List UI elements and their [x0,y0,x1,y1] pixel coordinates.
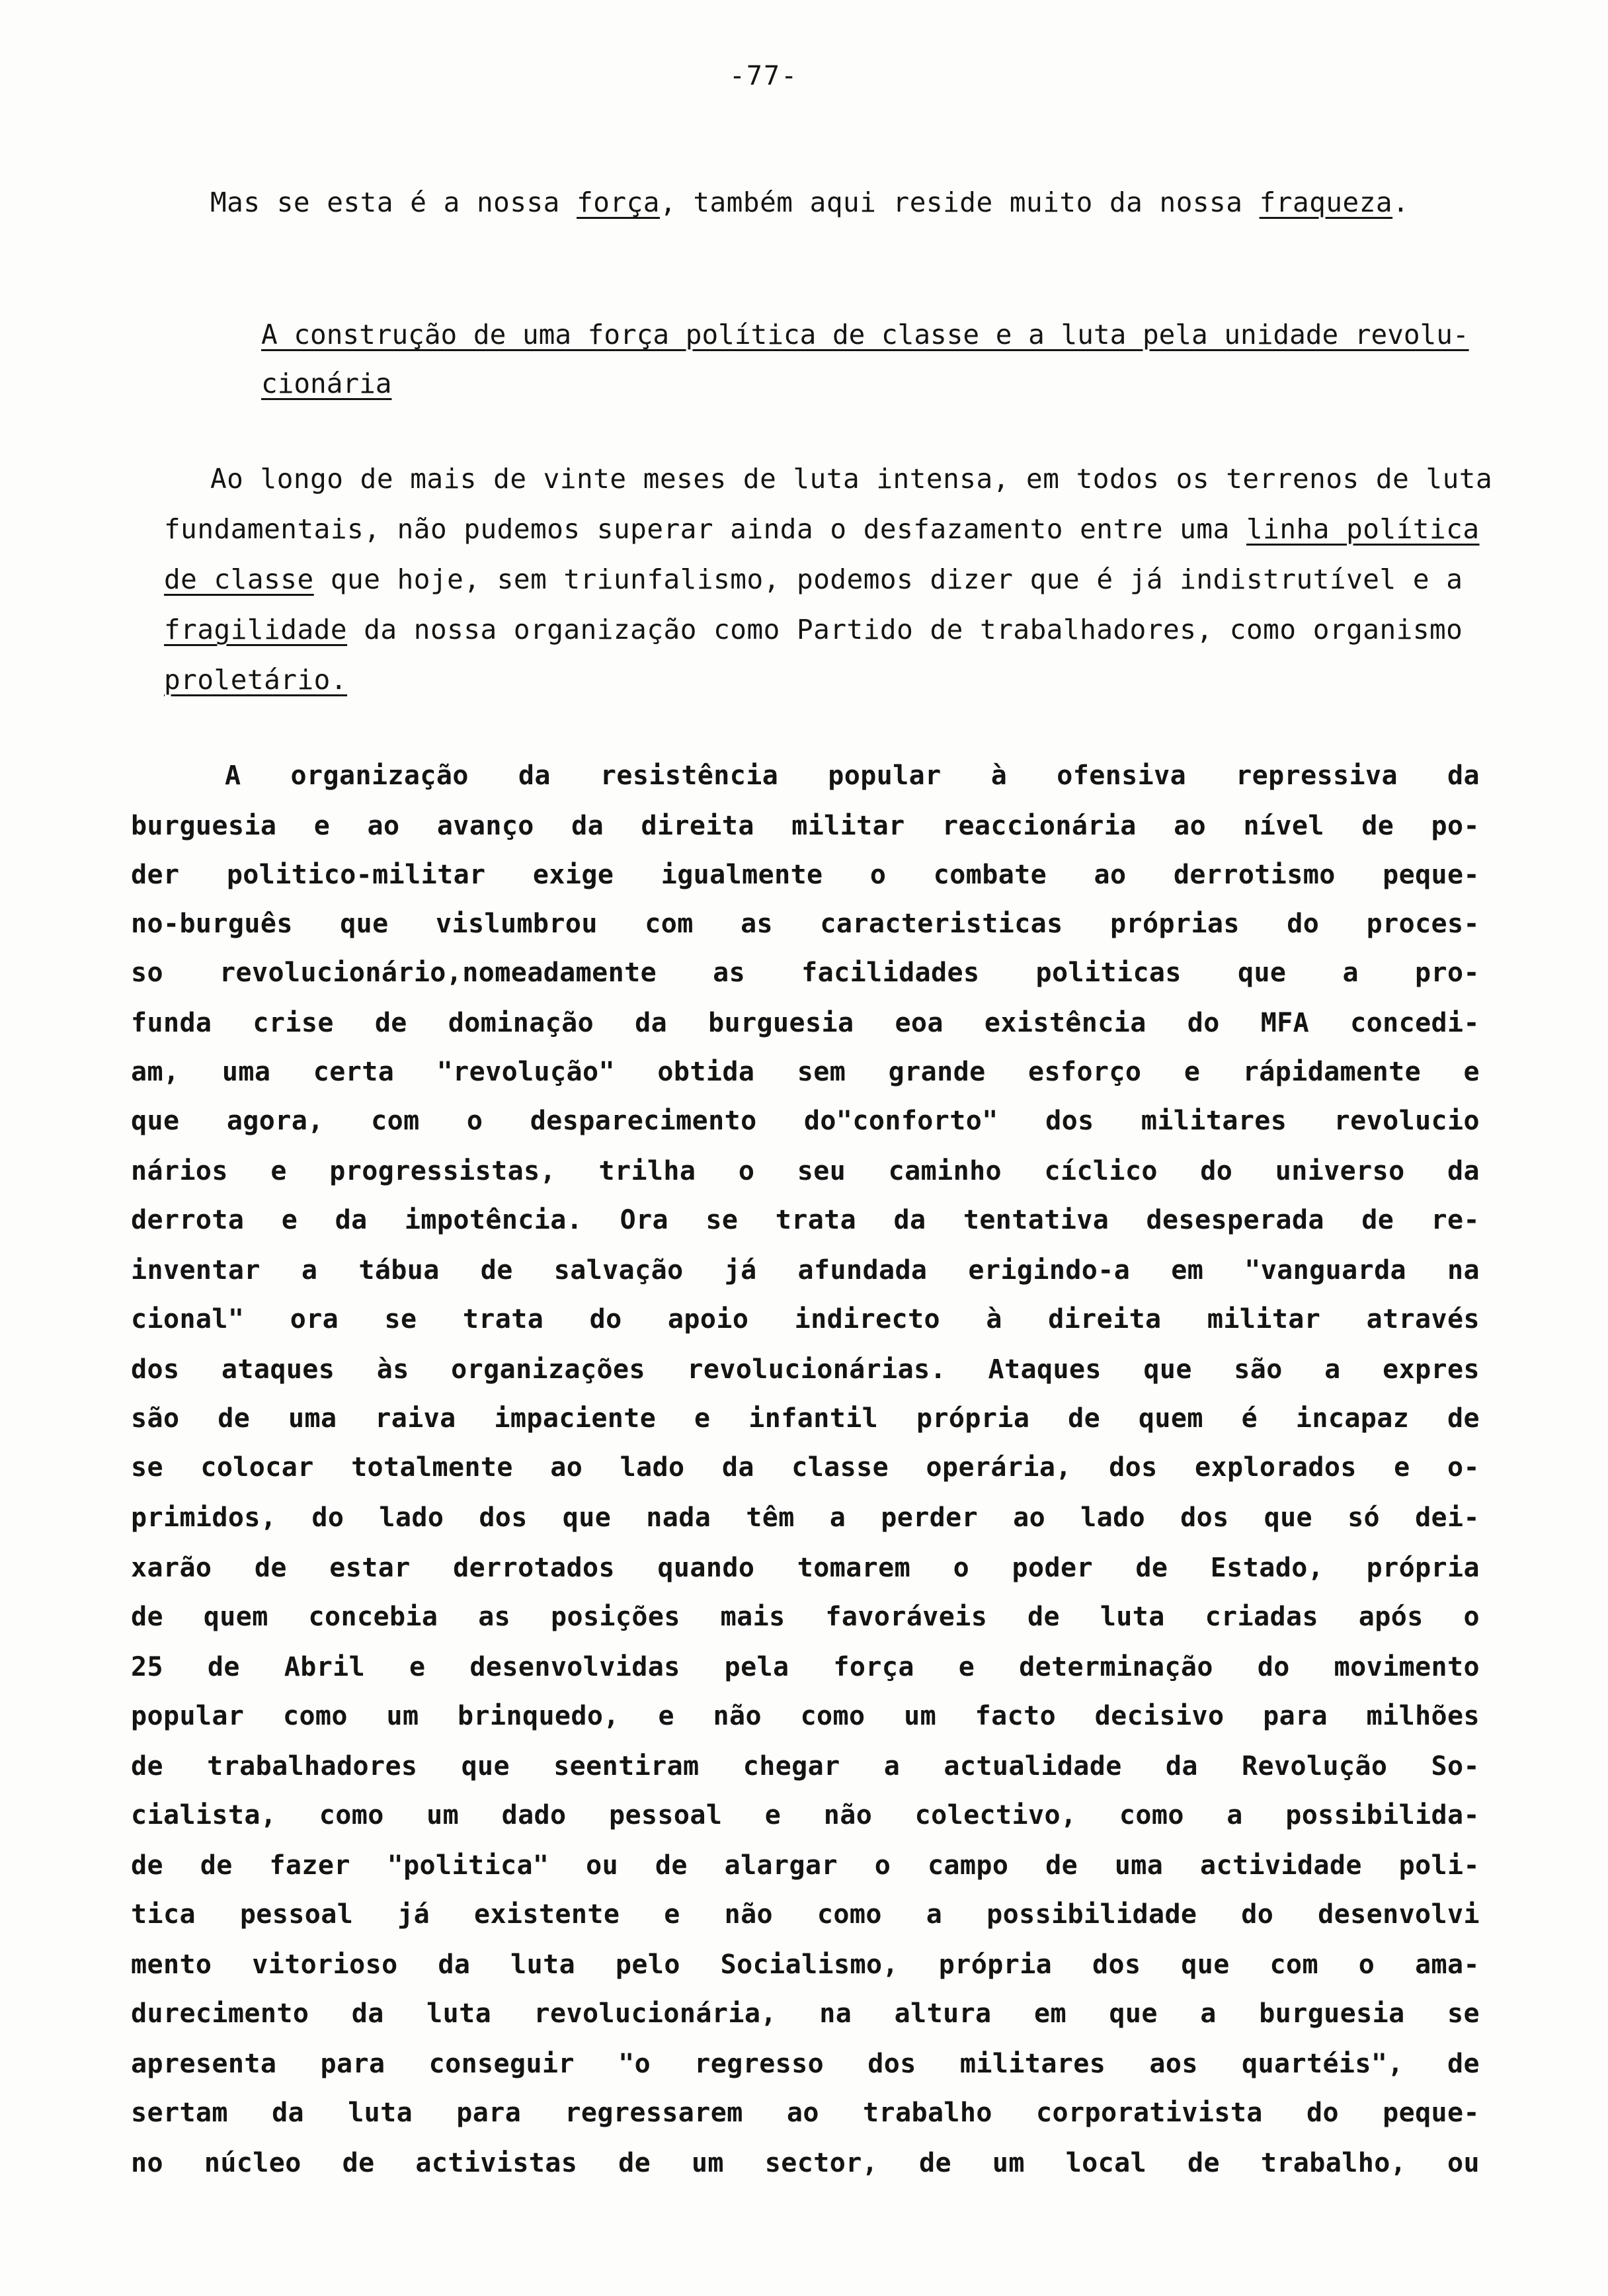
underlined-phrase-linha-politica: linha política [1246,513,1480,545]
intro-text: . [1392,186,1410,218]
paragraph-2-line: popular como um brinquedo, e não como um facto decisivo para milhões [131,1701,1480,1731]
paragraph-1-line [164,513,1480,545]
page-number: -77- [729,61,799,91]
underlined-word-fragilidade: fragilidade [164,614,348,645]
paragraph-2-line: são de uma raiva impaciente e infantil própria de quem é incapaz de [131,1403,1480,1434]
paragraph-2-line: cional" ora se trata do apoio indirecto à direita militar através [131,1304,1480,1334]
paragraph-2-line: burguesia e ao avanço da direita militar reaccionária ao nível de po- [131,811,1480,841]
section-heading-line-2: cionária [261,368,392,399]
paragraph-2-line: dos ataques às organizações revolucionárias. Ataques que são a expres [131,1354,1480,1385]
paragraph-2-line: funda crise de dominação da burguesia eoa existência do MFA concedi- [131,1008,1480,1038]
paragraph-2-line: mento vitorioso da luta pelo Socialismo, própria dos que com o ama- [131,1949,1480,1980]
paragraph-2-line: que agora, com o desparecimento do"conforto" dos militares revolucio [131,1106,1480,1136]
paragraph-2-line: de de fazer "politica" ou de alargar o campo de uma actividade poli- [131,1850,1480,1881]
paragraph-2-line: A organização da resistência popular à ofensiva repressiva da [225,760,1480,791]
underlined-word-proletario: proletário. [164,664,348,696]
paragraph-2-line: derrota e da impotência. Ora se trata da tentativa desesperada de re- [131,1205,1480,1235]
intro-sentence [210,186,1409,218]
paragraph-2-line: no-burguês que vislumbrou com as caracteristicas próprias do proces- [131,909,1480,939]
paragraph-2-line: cialista, como um dado pessoal e não colectivo, como a possibilida- [131,1800,1480,1830]
paragraph-1-text: da nossa organização como Partido de trabalhadores, como organismo [347,614,1463,645]
paragraph-1-text: fundamentais, não pudemos superar ainda o desfazamento entre uma [164,513,1246,545]
section-heading-line-1: A construção de uma força política de classe e a luta pela unidade revolu- [261,319,1469,350]
paragraph-2-line: der politico-militar exige igualmente o combate ao derrotismo peque- [131,860,1480,890]
intro-text: Mas se esta é a nossa [210,186,577,218]
paragraph-1-line [164,664,347,696]
paragraph-2-line: durecimento da luta revolucionária, na altura em que a burguesia se [131,1998,1480,2029]
paragraph-2-line: am, uma certa "revolução" obtida sem grande esforço e rápidamente e [131,1057,1480,1087]
paragraph-1-line [164,563,1463,595]
paragraph-2-line: primidos, do lado dos que nada têm a perder ao lado dos que só dei- [131,1502,1480,1533]
underlined-word-fraqueza: fraqueza [1259,186,1393,218]
paragraph-2-line: 25 de Abril e desenvolvidas pela força e determinação do movimento [131,1652,1480,1682]
paragraph-2-line: xarão de estar derrotados quando tomarem o poder de Estado, própria [131,1553,1480,1583]
paragraph-1-text: que hoje, sem triunfalismo, podemos dizer que é já indistrutível e a [313,563,1463,595]
paragraph-2-line: de trabalhadores que seentiram chegar a actualidade da Revolução So- [131,1751,1480,1782]
paragraph-2-line: tica pessoal já existente e não como a possibilidade do desenvolvi [131,1899,1480,1930]
paragraph-2-line: apresenta para conseguir "o regresso dos militares aos quartéis", de [131,2049,1480,2079]
paragraph-1-line [164,614,1463,645]
underlined-phrase-de-classe: de classe [164,563,314,595]
paragraph-2-line: sertam da luta para regressarem ao trabalho corporativista do peque- [131,2098,1480,2128]
paragraph-2-line: inventar a tábua de salvação já afundada erigindo-a em "vanguarda na [131,1255,1480,1286]
intro-text: , também aqui reside muito da nossa [659,186,1260,218]
paragraph-2-line: nários e progressistas, trilha o seu caminho cíclico do universo da [131,1156,1480,1186]
paragraph-2-line: se colocar totalmente ao lado da classe operária, dos explorados e o- [131,1452,1480,1483]
underlined-word-forca: força [577,186,660,218]
paragraph-1-line: Ao longo de mais de vinte meses de luta intensa, em todos os terrenos de luta [210,463,1493,495]
paragraph-2-line: de quem concebia as posições mais favoráveis de luta criadas após o [131,1602,1480,1632]
paragraph-2-line: no núcleo de activistas de um sector, de um local de trabalho, ou [131,2148,1480,2178]
paragraph-2-line: so revolucionário,nomeadamente as facilidades politicas que a pro- [131,958,1480,988]
